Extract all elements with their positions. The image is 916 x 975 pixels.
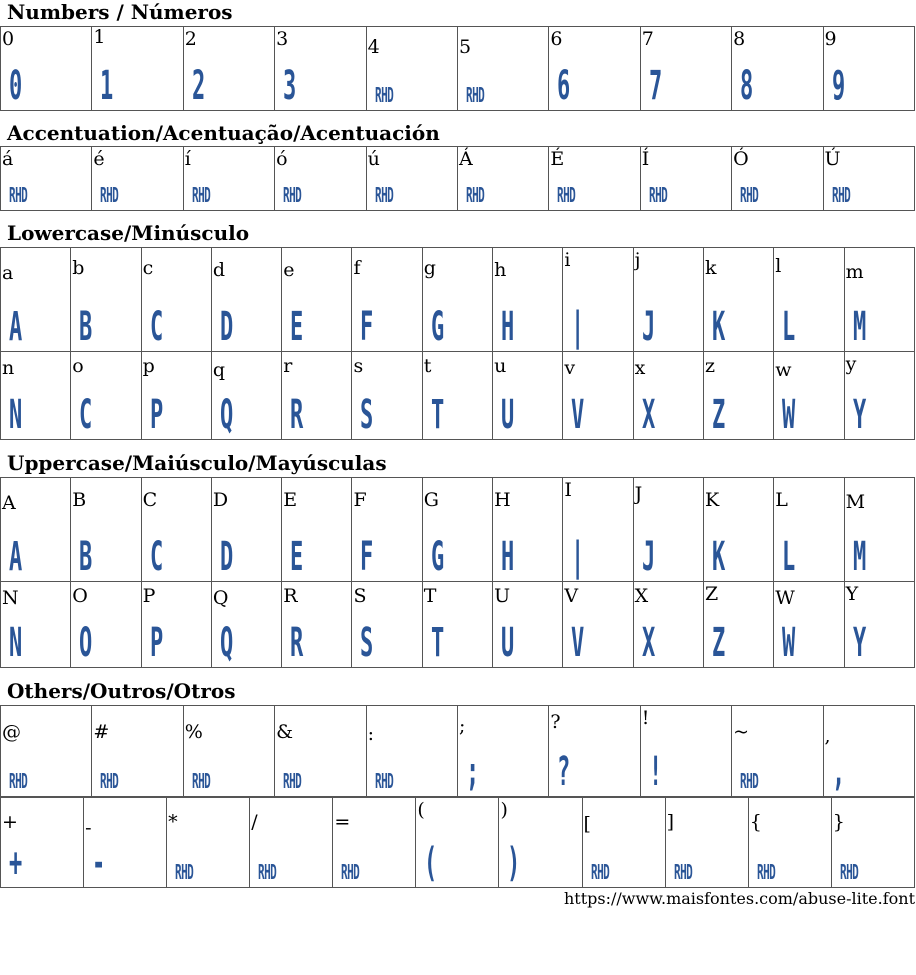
character-label: j (634, 249, 641, 271)
character-label: & (276, 721, 294, 743)
glyph-sample: C (149, 304, 163, 350)
glyph-cell (563, 582, 633, 668)
glyph-sample: S (360, 392, 374, 438)
glyph-cell (633, 478, 703, 582)
glyph-sample: E (290, 304, 304, 350)
glyph-cell (366, 706, 457, 797)
glyph-sample: V (571, 620, 585, 666)
glyph-sample: Y (852, 392, 866, 438)
character-label: : (367, 723, 374, 745)
glyph-sample: B (79, 304, 93, 350)
glyph-cell (183, 706, 274, 797)
glyph-cell (92, 147, 183, 211)
glyph-sample: RHD (756, 860, 775, 884)
character-label: w (775, 359, 792, 381)
glyph-sample: T (430, 392, 445, 438)
character-label: i (564, 249, 571, 271)
character-label: s (353, 355, 364, 377)
glyph-cell (71, 248, 141, 352)
glyph-cell (732, 706, 823, 797)
character-label: q (212, 359, 226, 381)
glyph-cell (703, 582, 773, 668)
glyph-cell (1, 352, 71, 440)
glyph-cell (211, 582, 281, 668)
glyph-sample: RHD (341, 860, 360, 884)
glyph-sample: D (219, 534, 234, 580)
glyph-sample: T (430, 620, 445, 666)
glyph-cell (844, 478, 914, 582)
character-label: ] (666, 811, 675, 833)
glyph-cell (703, 248, 773, 352)
glyph-sample: X (641, 620, 655, 666)
glyph-sample: 2 (191, 63, 206, 109)
glyph-cell (211, 248, 281, 352)
glyph-cell (703, 352, 773, 440)
glyph-cell (457, 27, 548, 111)
glyph-cell (665, 798, 748, 888)
glyph-sample: | (571, 534, 585, 580)
glyph-sample: B (79, 534, 93, 580)
glyph-cell (71, 582, 141, 668)
glyph-cell (493, 248, 563, 352)
character-label: ; (458, 715, 466, 737)
glyph-cell (422, 478, 492, 582)
glyph-cell (183, 147, 274, 211)
glyph-cell (282, 478, 352, 582)
glyph-sample: ( (424, 840, 438, 886)
glyph-cell (732, 147, 823, 211)
glyph-cell (1, 147, 92, 211)
character-label: W (775, 587, 795, 609)
glyph-cell (1, 248, 71, 352)
glyph-sample: K (711, 304, 726, 350)
glyph-sample: 1 (100, 63, 114, 109)
character-label: h (494, 259, 507, 281)
lowercase-title: Lowercase/Minúsculo (7, 221, 250, 245)
glyph-cell (416, 798, 499, 888)
character-label: r (283, 355, 293, 377)
glyph-cell (493, 582, 563, 668)
glyph-sample: 9 (831, 63, 845, 109)
glyph-sample: RHD (465, 83, 485, 107)
glyph-sample: K (711, 534, 726, 580)
glyph-sample: R (290, 620, 304, 666)
numbers-grid (0, 26, 915, 111)
glyph-sample: Z (711, 392, 726, 438)
glyph-sample: RHD (374, 183, 393, 207)
character-label: ) (500, 799, 508, 821)
character-label: O (72, 585, 88, 607)
glyph-sample: G (430, 534, 445, 580)
glyph-cell (457, 706, 548, 797)
glyph-cell (823, 147, 914, 211)
character-label: 1 (93, 26, 106, 48)
glyph-cell (333, 798, 416, 888)
character-label: K (704, 489, 720, 511)
character-label: R (283, 585, 298, 607)
glyph-cell (141, 248, 211, 352)
glyph-sample: 8 (740, 63, 754, 109)
glyph-cell (823, 27, 914, 111)
glyph-cell (352, 352, 422, 440)
glyph-cell (275, 147, 366, 211)
glyph-sample: C (149, 534, 163, 580)
glyph-sample: RHD (465, 183, 485, 207)
glyph-sample: C (79, 392, 93, 438)
glyph-cell (1, 582, 71, 668)
character-label: á (2, 148, 14, 170)
character-label: Ó (733, 148, 749, 170)
character-label: Y (845, 583, 859, 605)
glyph-sample: M (852, 534, 866, 580)
character-label: L (775, 489, 788, 511)
character-label: é (93, 148, 105, 170)
glyph-cell (640, 27, 731, 111)
character-label: J (634, 483, 643, 505)
character-label: S (353, 585, 367, 607)
glyph-sample: RHD (831, 183, 850, 207)
glyph-sample: U (501, 620, 515, 666)
character-label: [ (583, 813, 591, 835)
uppercase-title: Uppercase/Maiúsculo/Mayúsculas (7, 451, 387, 475)
glyph-sample: RHD (374, 83, 393, 107)
character-label: ú (367, 148, 380, 170)
glyph-cell (549, 706, 640, 797)
glyph-row (1, 478, 915, 582)
glyph-sample: RHD (175, 860, 194, 884)
glyph-cell (774, 478, 844, 582)
character-label: p (142, 355, 155, 377)
glyph-cell (84, 798, 167, 888)
glyph-cell (1, 798, 84, 888)
glyph-sample: R (290, 392, 304, 438)
glyph-row (1, 147, 915, 211)
glyph-cell (563, 248, 633, 352)
glyph-sample: P (149, 392, 163, 438)
character-label: - (85, 817, 92, 839)
glyph-sample: Q (219, 392, 234, 438)
character-label: 2 (184, 28, 197, 50)
glyph-sample: RHD (191, 183, 210, 207)
glyph-sample: A (9, 304, 23, 350)
glyph-sample: U (501, 392, 515, 438)
character-label: { (749, 811, 762, 833)
glyph-sample: RHD (283, 183, 302, 207)
glyph-cell (183, 27, 274, 111)
glyph-cell (748, 798, 831, 888)
character-label: 8 (733, 28, 746, 50)
character-label: e (283, 259, 295, 281)
glyph-sample: RHD (258, 860, 277, 884)
glyph-cell (774, 352, 844, 440)
glyph-cell (1, 478, 71, 582)
character-label: k (704, 257, 717, 279)
character-label: , (824, 725, 831, 747)
character-label: t (423, 355, 432, 377)
glyph-cell (774, 582, 844, 668)
glyph-cell (141, 582, 211, 668)
character-label: n (2, 357, 15, 379)
character-label: V (564, 585, 579, 607)
glyph-sample: RHD (839, 860, 858, 884)
others-grid-row1 (0, 705, 915, 797)
character-label: g (423, 257, 436, 279)
glyph-sample: J (641, 534, 655, 580)
glyph-cell (823, 706, 914, 797)
character-label: ! (641, 707, 650, 729)
glyph-cell (92, 706, 183, 797)
glyph-sample: RHD (557, 183, 576, 207)
glyph-sample: L (782, 304, 796, 350)
glyph-sample: ; (465, 749, 480, 795)
glyph-cell (352, 582, 422, 668)
character-label: M (845, 491, 866, 513)
glyph-cell (282, 582, 352, 668)
character-label: 7 (641, 28, 654, 50)
glyph-cell (1, 27, 92, 111)
glyph-sample: + (9, 840, 23, 886)
glyph-cell (633, 248, 703, 352)
glyph-sample: RHD (191, 769, 210, 793)
glyph-sample: P (149, 620, 163, 666)
glyph-sample: H (501, 304, 515, 350)
glyph-cell (71, 478, 141, 582)
glyph-row (1, 798, 915, 888)
glyph-sample: RHD (9, 183, 28, 207)
character-label: P (142, 585, 156, 607)
character-label: z (704, 355, 715, 377)
character-label: ~ (733, 721, 750, 743)
glyph-cell (167, 798, 250, 888)
character-label: X (634, 585, 649, 607)
glyph-cell (352, 478, 422, 582)
character-label: G (423, 489, 439, 511)
glyph-sample: V (571, 392, 585, 438)
glyph-sample: , (831, 749, 845, 795)
glyph-sample: E (290, 534, 304, 580)
glyph-sample: H (501, 534, 515, 580)
character-label: Á (458, 148, 473, 170)
character-label: f (353, 257, 361, 279)
glyph-cell (499, 798, 582, 888)
character-label: F (353, 489, 367, 511)
glyph-sample: 0 (9, 63, 23, 109)
glyph-sample: RHD (100, 183, 119, 207)
glyph-sample: Y (852, 620, 866, 666)
glyph-cell (831, 798, 914, 888)
glyph-cell (422, 582, 492, 668)
glyph-cell (703, 478, 773, 582)
glyph-cell (366, 147, 457, 211)
glyph-cell (282, 352, 352, 440)
glyph-cell (211, 478, 281, 582)
glyph-cell (275, 706, 366, 797)
character-label: 6 (550, 28, 563, 50)
glyph-cell (366, 27, 457, 111)
glyph-cell (844, 248, 914, 352)
character-label: = (334, 811, 351, 833)
glyph-cell (141, 352, 211, 440)
glyph-cell (549, 147, 640, 211)
glyph-sample: RHD (283, 769, 302, 793)
glyph-sample: G (430, 304, 445, 350)
glyph-cell (71, 352, 141, 440)
glyph-sample: F (360, 534, 374, 580)
glyph-sample: A (9, 534, 23, 580)
character-label: B (72, 489, 87, 511)
uppercase-grid (0, 477, 915, 668)
character-label: # (93, 721, 110, 743)
glyph-sample: RHD (673, 860, 692, 884)
glyph-sample: RHD (740, 183, 759, 207)
character-label: % (184, 721, 203, 743)
glyph-cell (457, 147, 548, 211)
glyph-sample: J (641, 304, 655, 350)
glyph-sample: | (571, 304, 585, 350)
character-label: Q (212, 587, 229, 609)
glyph-cell (633, 352, 703, 440)
character-label: d (212, 259, 226, 281)
character-label: í (184, 148, 191, 170)
glyph-cell (633, 582, 703, 668)
glyph-row (1, 706, 915, 797)
glyph-sample: X (641, 392, 655, 438)
character-label: + (2, 811, 18, 833)
character-label: x (634, 357, 646, 379)
glyph-row (1, 27, 915, 111)
character-label: Ú (824, 148, 841, 170)
glyph-sample: D (219, 304, 234, 350)
glyph-sample: M (852, 304, 866, 350)
others-grid-row2 (0, 797, 915, 888)
glyph-sample: F (360, 304, 374, 350)
glyph-cell (844, 582, 914, 668)
character-label: } (832, 811, 845, 833)
glyph-cell (141, 478, 211, 582)
glyph-cell (732, 27, 823, 111)
character-label: a (2, 262, 14, 284)
glyph-sample: W (782, 620, 796, 666)
lowercase-grid (0, 247, 915, 440)
glyph-sample: RHD (9, 769, 28, 793)
glyph-cell (422, 248, 492, 352)
glyph-cell (563, 352, 633, 440)
glyph-sample: L (782, 534, 796, 580)
character-label: D (212, 489, 229, 511)
glyph-row (1, 352, 915, 440)
character-label: H (494, 489, 511, 511)
character-label: É (550, 148, 565, 170)
glyph-cell (640, 147, 731, 211)
glyph-sample: 7 (648, 63, 662, 109)
character-label: ( (417, 799, 425, 821)
character-label: T (423, 585, 437, 607)
glyph-cell (352, 248, 422, 352)
glyph-sample: RHD (648, 183, 667, 207)
glyph-sample: Q (219, 620, 234, 666)
numbers-title: Numbers / Números (7, 0, 233, 24)
accentuation-title: Accentuation/Acentuação/Acentuación (7, 121, 440, 145)
character-label: 9 (824, 28, 837, 50)
character-label: c (142, 257, 154, 279)
glyph-cell (640, 706, 731, 797)
glyph-cell (493, 352, 563, 440)
glyph-sample: O (79, 620, 93, 666)
glyph-cell (211, 352, 281, 440)
glyph-sample: N (9, 620, 23, 666)
glyph-cell (493, 478, 563, 582)
glyph-sample: 3 (283, 63, 297, 109)
character-label: 4 (367, 36, 380, 58)
glyph-sample: ? (557, 749, 571, 795)
glyph-row (1, 248, 915, 352)
character-label: v (564, 357, 576, 379)
character-label: Í (641, 148, 650, 170)
glyph-cell (774, 248, 844, 352)
character-label: @ (2, 721, 21, 743)
character-label: 0 (2, 28, 15, 50)
glyph-cell (844, 352, 914, 440)
glyph-cell (92, 27, 183, 111)
glyph-sample: 6 (557, 63, 571, 109)
glyph-cell (250, 798, 333, 888)
character-label: l (775, 255, 782, 277)
glyph-sample: W (782, 392, 796, 438)
glyph-sample: N (9, 392, 23, 438)
character-label: I (564, 479, 572, 501)
character-label: ó (276, 148, 288, 170)
glyph-cell (1, 706, 92, 797)
character-label: u (494, 355, 507, 377)
glyph-cell (582, 798, 665, 888)
glyph-cell (282, 248, 352, 352)
source-url: https://www.maisfontes.com/abuse-lite.font (564, 889, 915, 908)
accentuation-grid (0, 146, 915, 211)
character-label: m (845, 261, 864, 283)
glyph-sample: RHD (740, 769, 759, 793)
glyph-sample: RHD (374, 769, 393, 793)
character-label: U (494, 585, 511, 607)
glyph-cell (549, 27, 640, 111)
glyph-sample: RHD (590, 860, 609, 884)
character-label: 3 (276, 28, 289, 50)
character-label: E (283, 489, 298, 511)
glyph-sample: Z (711, 620, 726, 666)
glyph-row (1, 582, 915, 668)
character-label: / (251, 811, 258, 833)
character-label: N (2, 587, 19, 609)
character-label: 5 (458, 36, 472, 58)
character-label: y (845, 353, 857, 375)
glyph-sample: S (360, 620, 374, 666)
glyph-sample: RHD (100, 769, 119, 793)
character-label: Z (704, 583, 719, 605)
character-label: o (72, 355, 84, 377)
character-label: A (2, 492, 16, 514)
character-label: * (168, 811, 178, 833)
glyph-sample: ! (648, 749, 662, 795)
character-label: C (142, 489, 158, 511)
glyph-sample: - (92, 840, 106, 886)
others-title: Others/Outros/Otros (7, 679, 236, 703)
glyph-cell (563, 478, 633, 582)
glyph-sample: ) (507, 840, 521, 886)
glyph-cell (275, 27, 366, 111)
character-label: b (72, 257, 85, 279)
character-label: ? (550, 711, 561, 733)
glyph-cell (422, 352, 492, 440)
